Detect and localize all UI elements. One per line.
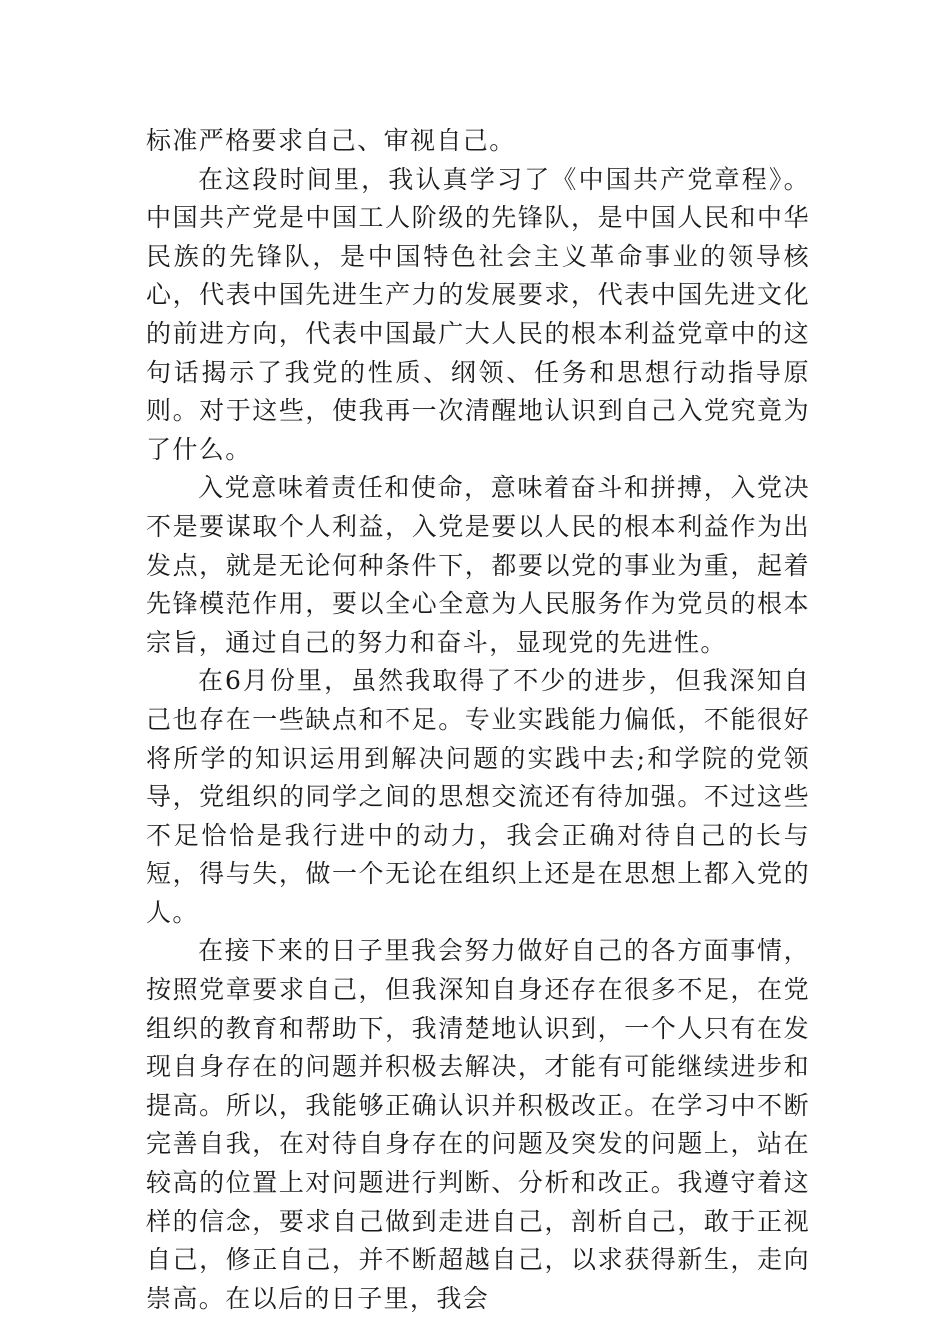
paragraph: 在这段时间里，我认真学习了《中国共产党章程》。中国共产党是中国工人阶级的先锋队，是中国人民和中华民族的先锋队，是中国特色社会主义革命事业的领导核心，代表中国先进生产力的发展要求，代表中国先进文化的前进方向，代表中国最广大人民的根本利益党章中的这句话揭示了我党的性质、纲领、任务和思想行动指导原则。对于这些，使我再一次清醒地认识到自己入党究竟为了什么。 bbox=[146, 164, 810, 464]
paragraph: 在接下来的日子里我会努力做好自己的各方面事情，按照党章要求自己，但我深知自身还存在很多不足，在党组织的教育和帮助下，我清楚地认识到，一个人只有在发现自身存在的问题并积极去解决，才能有可能继续进步和提高。所以，我能够正确认识并积极改正。在学习中不断完善自我，在对待自身存在的问题及突发的问题上，站在较高的位置上对问题进行判断、分析和改正。我遵守着这样的信念，要求自己做到走进自己，剖析自己，敢于正视自己，修正自己，并不断超越自己，以求获得新生，走向崇高。在以后的日子里，我会 bbox=[146, 936, 810, 1313]
paragraph: 标准严格要求自己、审视自己。 bbox=[146, 126, 516, 155]
paragraph: 在6月份里，虽然我取得了不少的进步，但我深知自己也存在一些缺点和不足。专业实践能力偏低，不能很好将所学的知识运用到解决问题的实践中去;和学院的党领导，党组织的同学之间的思想交流还有待加强。不过这些不足恰恰是我行进中的动力，我会正确对待自己的长与短，得与失，做一个无论在组织上还是在思想上都入党的人。 bbox=[146, 666, 810, 927]
paragraph: 入党意味着责任和使命，意味着奋斗和拼搏，入党决不是要谋取个人利益，入党是要以人民的根本利益作为出发点，就是无论何种条件下，都要以党的事业为重，起着先锋模范作用，要以全心全意为人民服务作为党员的根本宗旨，通过自己的努力和奋斗，显现党的先进性。 bbox=[146, 473, 810, 657]
document-body bbox=[146, 122, 810, 1318]
